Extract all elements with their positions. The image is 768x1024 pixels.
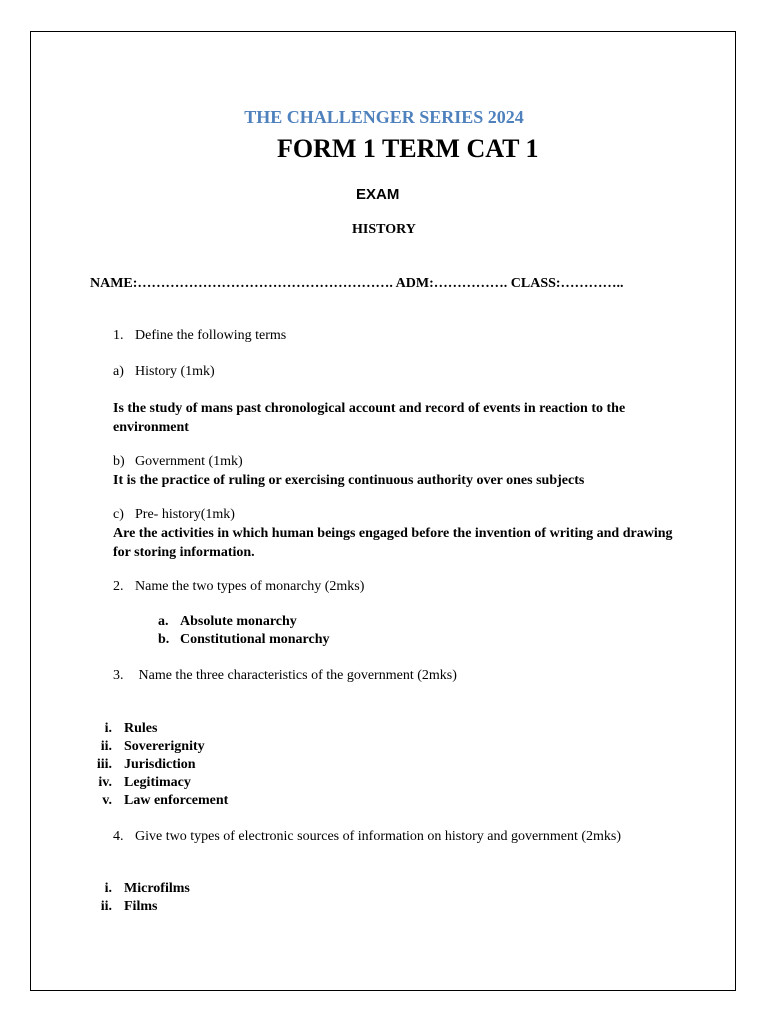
item-label: i.	[104, 721, 112, 736]
answer-1a: Is the study of mans past chronological account and record of events in reaction to the environment	[113, 401, 626, 435]
sub-label: b)	[113, 454, 125, 469]
list-item	[72, 899, 157, 915]
list-item	[72, 721, 157, 737]
question-4	[113, 829, 621, 845]
question-1	[113, 328, 286, 344]
question-1b	[113, 454, 243, 470]
item-text: Legitimacy	[124, 775, 191, 790]
sub-label: c)	[113, 507, 124, 522]
question-text: Name the two types of monarchy (2mks)	[135, 579, 365, 594]
question-text: Define the following terms	[135, 328, 287, 343]
item-text: Microfilms	[124, 881, 190, 896]
item-label: i.	[104, 881, 112, 896]
sub-text: Pre- history(1mk)	[135, 507, 235, 522]
item-text: Rules	[124, 721, 158, 736]
name-adm-class-row: NAME:………………………………………………. ADM:……………. CLASS:…………..	[90, 276, 624, 291]
item-text: Law enforcement	[124, 793, 229, 808]
exam-label: EXAM	[356, 186, 400, 203]
item-label: v.	[102, 793, 112, 808]
answer-1c: Are the activities in which human beings engaged before the invention of writing and drawing for storing information.	[113, 526, 673, 560]
question-3	[113, 668, 457, 684]
question-1c	[113, 507, 235, 523]
item-label: a.	[158, 614, 169, 629]
list-item	[72, 881, 190, 897]
sub-text: History (1mk)	[135, 364, 215, 379]
question-text: Give two types of electronic sources of information on history and government (2mks)	[135, 829, 621, 844]
item-label: iii.	[96, 757, 112, 772]
question-number: 3.	[113, 668, 124, 683]
item-text: Films	[124, 899, 158, 914]
question-number: 1.	[113, 328, 124, 343]
item-text: Sovererignity	[124, 739, 205, 754]
series-title: THE CHALLENGER SERIES 2024	[244, 107, 524, 127]
list-item	[72, 739, 205, 755]
question-number: 4.	[113, 829, 124, 844]
item-text: Jurisdiction	[124, 757, 196, 772]
item-text: Constitutional monarchy	[180, 632, 330, 647]
answer-1b: It is the practice of ruling or exercising continuous authority over ones subjects	[113, 473, 585, 488]
list-item	[72, 757, 196, 773]
item-text: Absolute monarchy	[180, 614, 297, 629]
item-label: ii.	[100, 899, 112, 914]
item-label: iv.	[98, 775, 112, 790]
question-2	[113, 579, 364, 595]
question-1a	[113, 364, 215, 380]
list-item	[158, 632, 329, 648]
question-number: 2.	[113, 579, 124, 594]
item-label: ii.	[100, 739, 112, 754]
list-item	[72, 775, 191, 791]
page-title: FORM 1 TERM CAT 1	[277, 134, 539, 163]
question-text: Name the three characteristics of the government (2mks)	[135, 668, 457, 683]
list-item	[158, 614, 297, 630]
sub-label: a)	[113, 364, 124, 379]
sub-text: Government (1mk)	[135, 454, 243, 469]
item-label: b.	[158, 632, 170, 647]
list-item	[72, 793, 228, 809]
subject-label: HISTORY	[352, 222, 416, 237]
